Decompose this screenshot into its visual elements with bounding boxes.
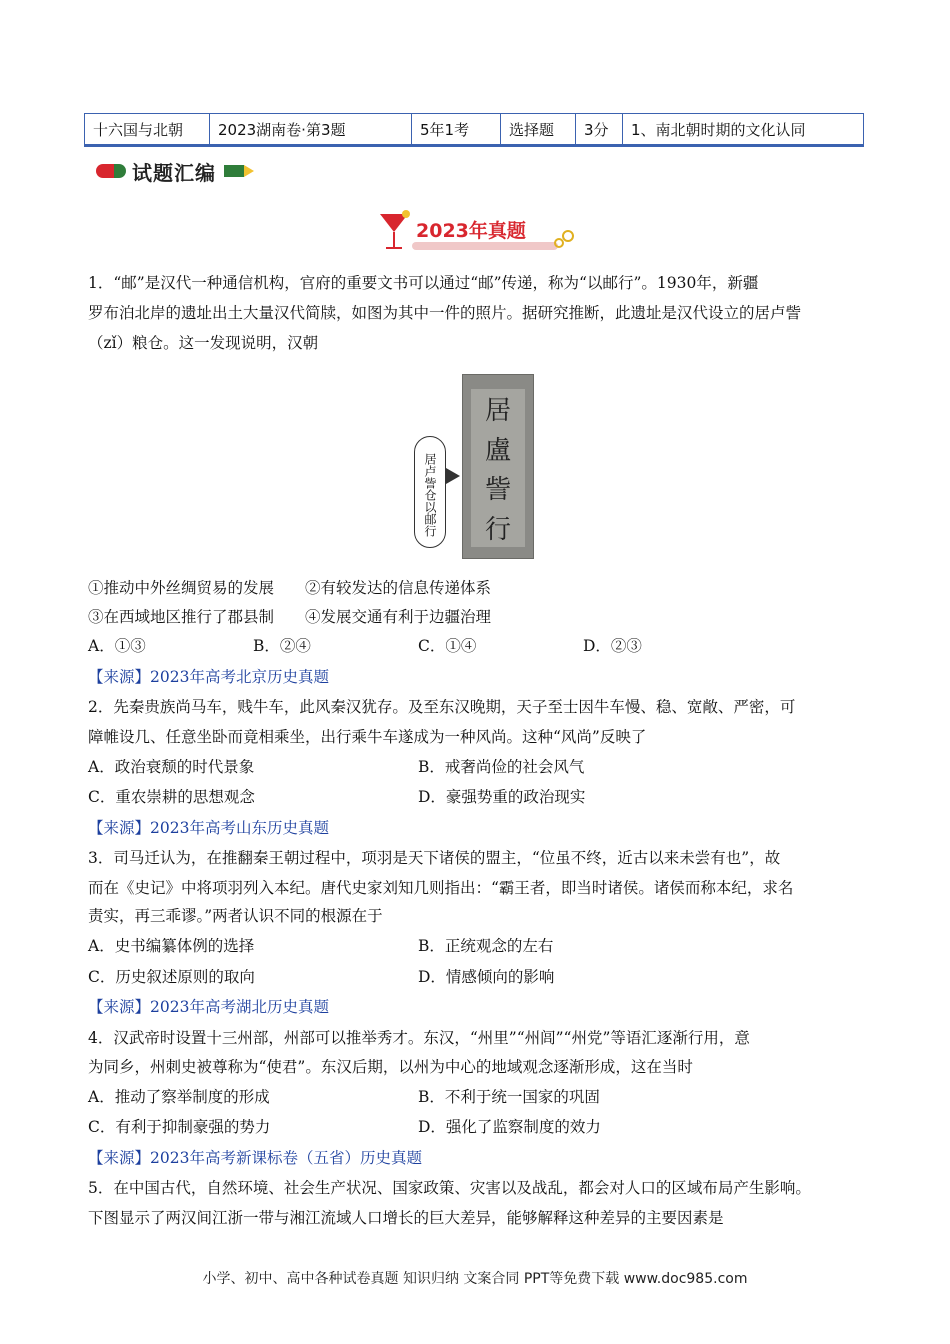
callout-tail xyxy=(446,468,460,484)
year-badge-text: 2023年真题 xyxy=(416,220,526,242)
q3-stem-line-3: 责实，再三乖谬。”两者认识不同的根源在于 xyxy=(88,907,383,925)
q3-stem-line-2: 而在《史记》中将项羽列入本纪。唐代史家刘知几则指出：“霸王者，即当时诸侯。诸侯而称本纪，求名 xyxy=(88,879,794,897)
q1-source: 【来源】2023年高考北京历史真题 xyxy=(88,668,329,686)
dot-icon xyxy=(562,230,574,242)
q1-stem-line-1: 1．“邮”是汉代一种通信机构，官府的重要文书可以通过“邮”传递，称为“以邮行”。1930年，新疆 xyxy=(88,274,759,292)
year-badge xyxy=(378,204,578,254)
q1-stem-line-2: 罗布泊北岸的遗址出土大量汉代简牍，如图为其中一件的照片。据研究推断，此遗址是汉代设立的居卢訾 xyxy=(88,304,802,322)
header-table xyxy=(84,113,864,147)
q3-option-c[interactable]: C．历史叙述原则的取向 xyxy=(88,968,255,986)
q5-stem-line-1: 5．在中国古代，自然环境、社会生产状况、国家政策、灾害以及战乱，都会对人口的区域布局产生影响。 xyxy=(88,1179,811,1197)
header-cell-score: 3分 xyxy=(576,114,623,146)
section-banner xyxy=(96,156,244,186)
dot-icon xyxy=(554,238,564,248)
q1-option-c[interactable]: C．①④ xyxy=(418,637,477,655)
header-cell-exam: 2023湖南卷·第3题 xyxy=(210,114,412,146)
q1-option-a[interactable]: A．①③ xyxy=(88,637,146,655)
slip-char: 居 xyxy=(484,396,511,427)
q1-option-b[interactable]: B．②④ xyxy=(253,637,311,655)
q4-stem-line-1: 4．汉武帝时设置十三州部，州部可以推举秀才。东汉，“州里”“州闾”“州党”等语汇逐渐行用，意 xyxy=(88,1029,750,1047)
q1-items-line-1: ①推动中外丝绸贸易的发展 ②有较发达的信息传递体系 xyxy=(88,579,492,597)
q5-stem-line-2: 下图显示了两汉间江浙一带与湘江流域人口增长的巨大差异，能够解释这种差异的主要因素是 xyxy=(88,1209,724,1227)
q2-option-a[interactable]: A．政治衰颓的时代景象 xyxy=(88,758,255,776)
q4-stem-line-2: 为同乡，州刺史被尊称为“使君”。东汉后期，以州为中心的地域观念逐渐形成，这在当时 xyxy=(88,1058,693,1076)
q3-option-b[interactable]: B．正统观念的左右 xyxy=(418,937,554,955)
header-cell-point: 1、南北朝时期的文化认同 xyxy=(623,114,864,146)
badge-underline xyxy=(412,242,558,250)
slip-callout: 居卢訾仓以邮行 xyxy=(414,436,446,548)
q2-stem-line-2: 障帷设几、任意坐卧而竟相乘坐，出行乘牛车遂成为一种风尚。这种“风尚”反映了 xyxy=(88,728,647,746)
q2-source: 【来源】2023年高考山东历史真题 xyxy=(88,819,329,837)
q3-source: 【来源】2023年高考湖北历史真题 xyxy=(88,998,329,1016)
header-cell-topic: 十六国与北朝 xyxy=(85,114,210,146)
q3-stem-line-1: 3．司马迁认为，在推翻秦王朝过程中，项羽是天下诸侯的盟主，“位虽不终，近古以来未尝有也”，故 xyxy=(88,849,781,867)
q2-option-c[interactable]: C．重农崇耕的思想观念 xyxy=(88,788,255,806)
section-title: 试题汇编 xyxy=(132,160,216,185)
q1-items-line-2: ③在西域地区推行了郡县制 ④发展交通有利于边疆治理 xyxy=(88,608,492,626)
header-cell-frequency: 5年1考 xyxy=(412,114,501,146)
q3-option-d[interactable]: D．情感倾向的影响 xyxy=(418,968,555,986)
pill-icon xyxy=(96,164,124,178)
slip-char: 行 xyxy=(484,514,511,545)
q3-option-a[interactable]: A．史书编纂体例的选择 xyxy=(88,937,255,955)
q4-option-c[interactable]: C．有利于抑制豪强的势力 xyxy=(88,1118,271,1136)
slip-char: 訾 xyxy=(484,475,511,506)
cocktail-icon xyxy=(378,208,414,252)
q2-option-d[interactable]: D．豪强势重的政治现实 xyxy=(418,788,586,806)
q1-stem-line-3: （zǐ）粮仓。这一发现说明，汉朝 xyxy=(88,334,319,352)
q4-source: 【来源】2023年高考新课标卷（五省）历史真题 xyxy=(88,1149,422,1167)
q2-option-b[interactable]: B．戒奢尚俭的社会风气 xyxy=(418,758,585,776)
bamboo-slip-image xyxy=(462,374,534,559)
q1-option-d[interactable]: D．②③ xyxy=(583,637,642,655)
page-footer: 小学、初中、高中各种试卷真题 知识归纳 文案合同 PPT等免费下载 www.doc985.com xyxy=(202,1271,748,1287)
pencil-icon xyxy=(224,165,244,177)
slip-characters xyxy=(471,389,525,547)
q2-stem-line-1: 2．先秦贵族尚马车，贱牛车，此风秦汉犹存。及至东汉晚期，天子至士因牛车慢、稳、宽敞、严密，可 xyxy=(88,698,796,716)
slip-char: 盧 xyxy=(484,435,511,466)
q4-option-d[interactable]: D．强化了监察制度的效力 xyxy=(418,1118,601,1136)
header-cell-type: 选择题 xyxy=(501,114,576,146)
header-row xyxy=(85,114,864,146)
q4-option-b[interactable]: B．不利于统一国家的巩固 xyxy=(418,1088,600,1106)
q4-option-a[interactable]: A．推动了察举制度的形成 xyxy=(88,1088,270,1106)
